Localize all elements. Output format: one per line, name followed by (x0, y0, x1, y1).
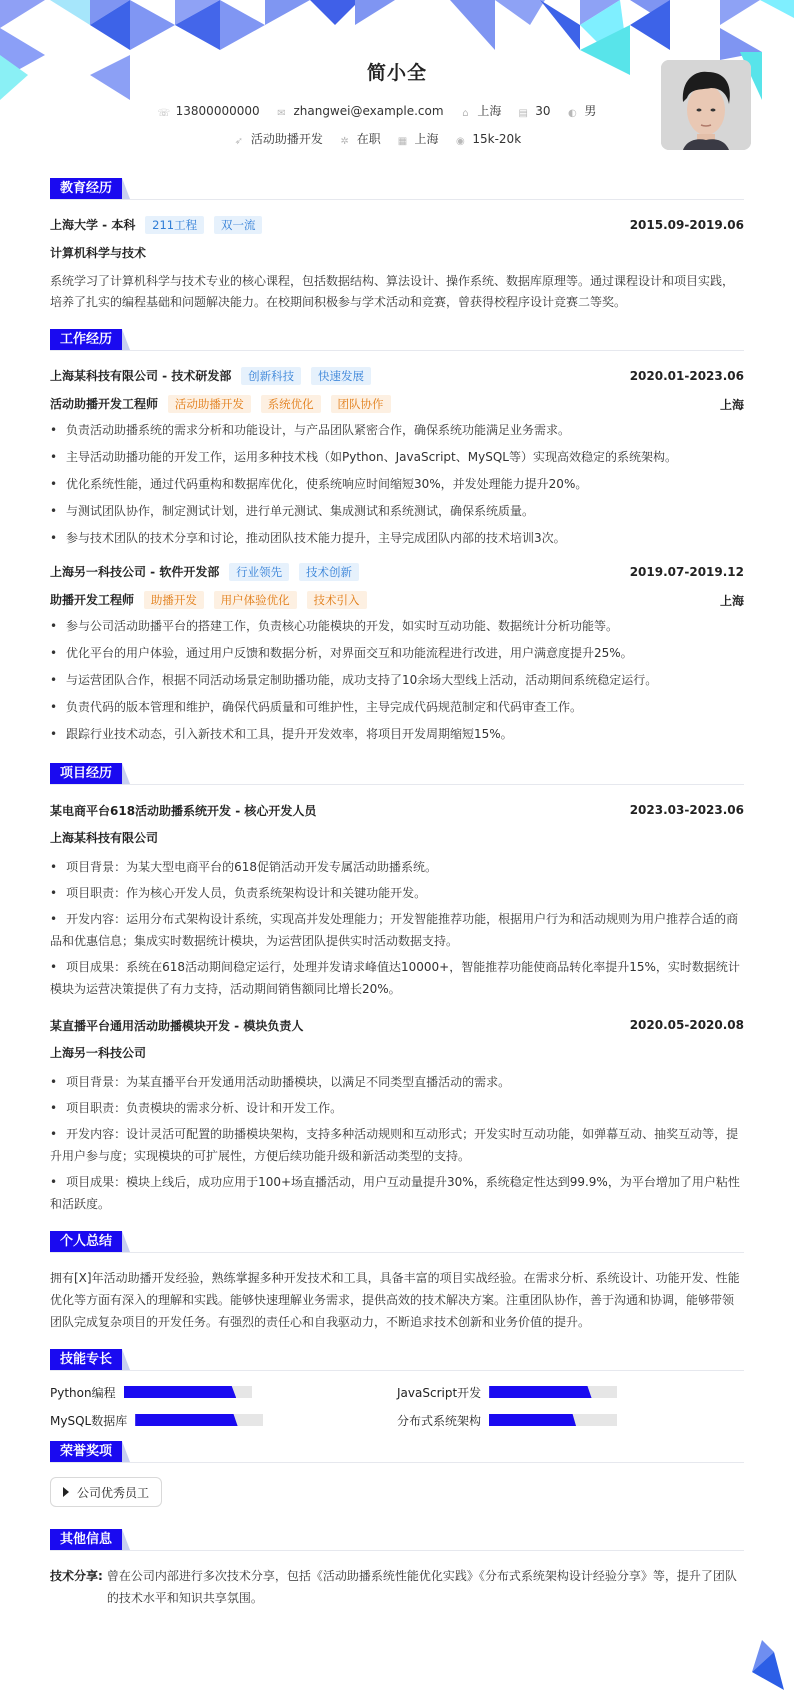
job-location: 上海 (719, 593, 744, 608)
other-item (50, 1565, 744, 1609)
list-item: • 项目成果：系统在618活动期间稳定运行，处理并发请求峰值达10000+，智能推荐功能使商品转化率提升15%，实时数据统计模块为运营决策提供了有力支持，活动期间销售额同比增长20%。 (50, 956, 744, 1000)
section-header (50, 1527, 744, 1551)
project-bullets (50, 1071, 744, 1215)
role-tag: 助播开发 (144, 591, 204, 609)
role-tag: 团队协作 (331, 395, 391, 413)
section-title: 工作经历 (50, 329, 122, 350)
job-intention: ➶ 活动助播开发 (234, 132, 323, 147)
list-item: • 主导活动助播功能的开发工作，运用多种技术栈（如Python、JavaScript、MySQL等）实现高效稳定的系统架构。 (50, 448, 744, 466)
section-title: 技能专长 (50, 1349, 122, 1370)
section-title: 项目经历 (50, 763, 122, 784)
role-tag: 用户体验优化 (214, 591, 297, 609)
phone-icon: ☏ (157, 108, 171, 119)
project-entry (50, 1014, 744, 1215)
projects-section (50, 761, 744, 1215)
project-company: 上海某科技有限公司 (50, 831, 159, 845)
list-item: • 优化平台的用户体验，通过用户反馈和数据分析，对界面交互和功能流程进行改进，用户满意度提升25%。 (50, 644, 744, 662)
skill-label: Python编程 (50, 1385, 116, 1400)
role-tag: 技术引入 (307, 591, 367, 609)
section-header (50, 327, 744, 351)
company-tag: 创新科技 (241, 367, 301, 385)
education-description: 系统学习了计算机科学与技术专业的核心课程，包括数据结构、算法设计、操作系统、数据库原理等。通过课程设计和项目实践，培养了扎实的编程基础和问题解决能力。在校期间积极参与学术活动和竞赛，曾获得校程序设计竞赛二等奖。 (50, 274, 735, 309)
skill-item (50, 1385, 397, 1399)
skill-bar-fill (124, 1386, 237, 1398)
school-tag: 211工程 (145, 216, 204, 234)
job-entry (50, 561, 744, 743)
skill-bar (489, 1386, 617, 1398)
project-entry (50, 799, 744, 1000)
list-item: • 优化系统性能，通过代码重构和数据库优化，使系统响应时间缩短30%，并发处理能力提升20%。 (50, 475, 744, 493)
role-tag: 活动助播开发 (168, 395, 251, 413)
company-tag: 行业领先 (229, 563, 289, 581)
school-name: 上海大学 - 本科 (50, 218, 136, 232)
contact-row-1 (10, 102, 744, 120)
list-item: • 项目职责：负责模块的需求分析、设计和开发工作。 (50, 1097, 744, 1119)
skill-bar-fill (135, 1414, 237, 1426)
skill-bar (489, 1414, 617, 1426)
section-header (50, 1347, 744, 1371)
job-role: 活动助播开发工程师 (50, 397, 159, 411)
list-item: • 负责代码的版本管理和维护，确保代码质量和可维护性，主导完成代码规范制定和代码审查工作。 (50, 698, 744, 716)
job-entry (50, 365, 744, 547)
job-date: 2020.01-2023.06 (629, 369, 744, 383)
skill-label: MySQL数据库 (50, 1413, 128, 1428)
caret-right-icon (63, 1487, 69, 1497)
list-item: • 负责活动助播系统的需求分析和功能设计，与产品团队紧密合作，确保系统功能满足业务需求。 (50, 421, 744, 439)
list-item: • 与测试团队协作，制定测试计划，进行单元测试、集成测试和系统测试，确保系统质量。 (50, 502, 744, 520)
major: 计算机科学与技术 (50, 246, 147, 260)
age-icon: ▤ (518, 108, 528, 119)
contact-location: ⌂ 上海 (459, 102, 501, 120)
skill-bar (135, 1414, 263, 1426)
skill-bar-fill (489, 1414, 576, 1426)
project-name: 某直播平台通用活动助播模块开发 - 模块负责人 (50, 1018, 304, 1033)
skills-grid (50, 1385, 744, 1427)
avatar (661, 60, 751, 150)
list-item: • 跟踪行业技术动态，引入新技术和工具，提升开发效率，将项目开发周期缩短15%。 (50, 725, 744, 743)
list-item: • 参与公司活动助播平台的搭建工作，负责核心功能模块的开发，如实时互动功能、数据统计分析功能等。 (50, 617, 744, 635)
job-location: 上海 (719, 397, 744, 412)
honor-item[interactable] (50, 1477, 162, 1507)
section-header (50, 176, 744, 200)
candidate-name: 简小全 (366, 62, 427, 84)
list-item: • 项目成果：模块上线后，成功应用于100+场直播活动，用户互动量提升30%，系统稳定性达到99.9%，为平台增加了用户粘性和活跃度。 (50, 1171, 744, 1215)
list-item: • 项目背景：为某直播平台开发通用活动助播模块，以满足不同类型直播活动的需求。 (50, 1071, 744, 1093)
list-item: • 与运营团队合作，根据不同活动场景定制助播功能，成功支持了10余场大型线上活动，活动期间系统稳定运行。 (50, 671, 744, 689)
work-section (50, 327, 744, 743)
section-title: 教育经历 (50, 178, 122, 199)
education-row (50, 214, 744, 236)
list-item: • 参与技术团队的技术分享和讨论，推动团队技术能力提升，主导完成团队内部的技术培训3次。 (50, 529, 744, 547)
building-icon: ▦ (397, 136, 408, 147)
contact-gender: ◐ 男 (567, 104, 597, 119)
skill-item (397, 1413, 744, 1427)
summary-section (50, 1229, 744, 1333)
corner-decoration (744, 1640, 784, 1690)
list-item: • 项目职责：作为核心开发人员，负责系统架构设计和关键功能开发。 (50, 882, 744, 904)
other-text: 曾在公司内部进行多次技术分享，包括《活动助播系统性能优化实践》《分布式系统架构设计经验分享》等，提升了团队的技术水平和知识共享氛围。 (106, 1569, 737, 1605)
list-item: • 开发内容：设计灵活可配置的助播模块架构，支持多种活动规则和互动形式；开发实时互动功能，如弹幕互动、抽奖互动等，提升用户参与度；实现模块的可扩展性，方便后续功能升级和新活动类型的支持。 (50, 1123, 744, 1167)
education-section (50, 176, 744, 313)
company-name: 上海另一科技公司 - 软件开发部 (50, 565, 220, 579)
gender-icon: ◐ (567, 108, 577, 119)
company-name: 上海某科技有限公司 - 技术研发部 (50, 369, 232, 383)
other-label: 技术分享: (50, 1569, 103, 1583)
school-tag: 双一流 (214, 216, 263, 234)
summary-text: 拥有[X]年活动助播开发经验，熟练掌握多种开发技术和工具，具备丰富的项目实战经验。在需求分析、系统设计、功能开发、性能优化等方面有深入的理解和实践。能够快速理解业务需求，提供高效的技术解决方案。注重团队协作，善于沟通和协调，能够带领团队完成复杂项目的开发任务。有强烈的责任心和自我驱动力，不断追求技术创新和业务价值的提升。 (50, 1271, 740, 1329)
job-date: 2019.07-2019.12 (629, 565, 744, 579)
contact-phone: ☏ 13800000000 (157, 104, 260, 119)
list-item: • 开发内容：运用分布式架构设计系统，实现高并发处理能力；开发智能推荐功能，根据用户行为和活动规则为用户推荐合适的商品和优惠信息；集成实时数据统计模块，为运营团队提供实时活动数据支持。 (50, 908, 744, 952)
company-tag: 快速发展 (311, 367, 371, 385)
job-bullets (50, 617, 744, 743)
resume-header (50, 0, 744, 170)
skill-label: JavaScript开发 (397, 1385, 482, 1400)
section-title: 其他信息 (50, 1529, 122, 1550)
contact-age: ▤ 30 (518, 104, 551, 119)
job-bullets (50, 421, 744, 547)
home-icon: ⌂ (462, 108, 469, 119)
avatar-portrait-icon (661, 60, 751, 150)
contact-row-2 (10, 130, 744, 148)
section-title: 荣誉奖项 (50, 1441, 122, 1462)
education-date: 2015.09-2019.06 (629, 218, 744, 232)
project-name: 某电商平台618活动助播系统开发 - 核心开发人员 (50, 803, 317, 818)
skill-item (397, 1385, 744, 1399)
project-date: 2020.05-2020.08 (629, 1018, 744, 1032)
mail-icon: ✉ (277, 108, 286, 119)
company-tag: 技术创新 (299, 563, 359, 581)
section-header (50, 761, 744, 785)
skill-label: 分布式系统架构 (397, 1413, 482, 1428)
project-date: 2023.03-2023.06 (629, 803, 744, 817)
section-title: 个人总结 (50, 1231, 122, 1252)
expected-salary: ◉ 15k-20k (456, 132, 522, 147)
honors-section (50, 1439, 744, 1521)
skills-section (50, 1347, 744, 1427)
send-icon: ➶ (234, 136, 244, 147)
job-status: ✲ 在职 (340, 132, 381, 147)
role-tag: 系统优化 (261, 395, 321, 413)
salary-icon: ◉ (456, 136, 465, 147)
status-icon: ✲ (340, 136, 349, 147)
section-header (50, 1229, 744, 1253)
project-bullets (50, 856, 744, 1000)
skill-bar (124, 1386, 252, 1398)
project-company: 上海另一科技公司 (50, 1046, 147, 1060)
job-city: ▦ 上海 (397, 132, 439, 147)
job-role: 助播开发工程师 (50, 593, 135, 607)
contact-email[interactable]: ✉ zhangwei@example.com (277, 104, 444, 119)
section-header (50, 1439, 744, 1463)
skill-item (50, 1413, 397, 1427)
honor-label: 公司优秀员工 (77, 1485, 150, 1500)
list-item: • 项目背景：为某大型电商平台的618促销活动开发专属活动助播系统。 (50, 856, 744, 878)
other-section (50, 1527, 744, 1609)
skill-bar-fill (489, 1386, 591, 1398)
